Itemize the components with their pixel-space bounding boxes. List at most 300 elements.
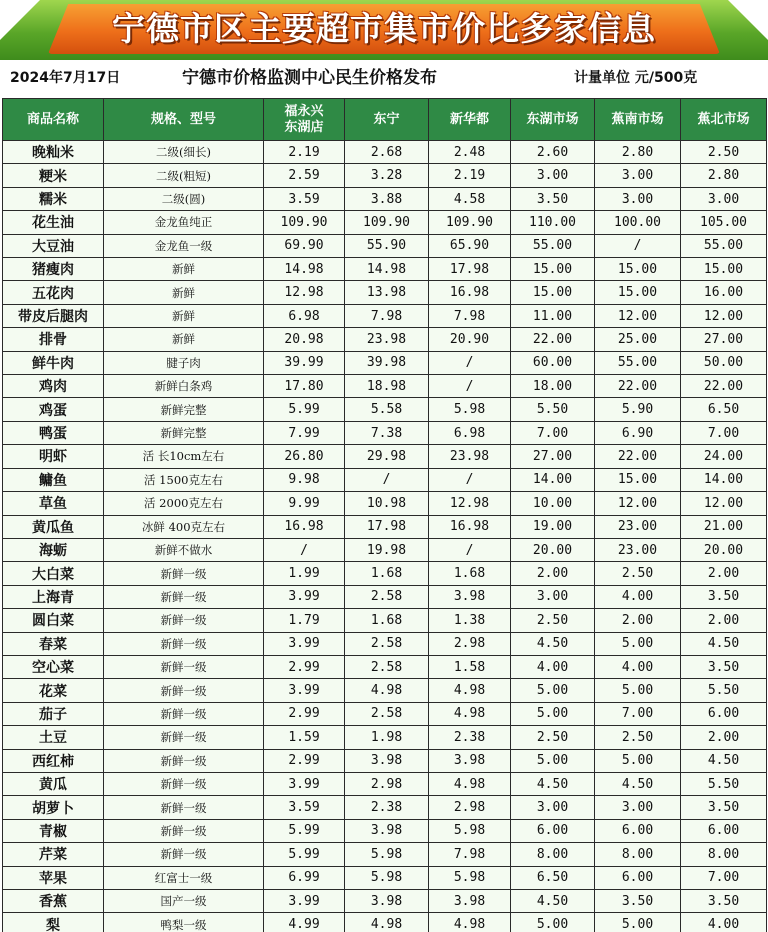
price-cell: 2.58 [345,585,429,608]
product-name-cell: 鸡蛋 [3,398,104,421]
table-row [3,632,767,655]
price-cell: 16.98 [429,515,511,538]
price-cell: 55.00 [681,234,767,257]
product-name-cell: 苹果 [3,866,104,889]
header-col-dongning: 东宁 [345,99,429,141]
price-cell: 109.90 [429,211,511,234]
spec-cell: 新鲜一级 [104,679,264,702]
price-cell: 26.80 [264,445,345,468]
price-cell: 2.99 [264,702,345,725]
price-cell: 7.98 [345,304,429,327]
header-col-jiaobei-market: 蕉北市场 [681,99,767,141]
price-cell: 2.58 [345,702,429,725]
price-cell: 10.00 [511,492,595,515]
price-cell: 60.00 [511,351,595,374]
price-cell: 15.00 [595,468,681,491]
price-cell: 6.50 [511,866,595,889]
table-row [3,164,767,187]
price-cell: 3.98 [345,890,429,913]
price-cell: 3.00 [595,187,681,210]
table-body [3,141,767,932]
price-cell: / [345,468,429,491]
price-cell: 5.98 [429,866,511,889]
price-cell: 6.00 [681,819,767,842]
spec-cell: 二级(粗短) [104,164,264,187]
price-cell: 4.50 [681,632,767,655]
price-cell: 12.00 [681,492,767,515]
table-row [3,772,767,795]
price-cell: 2.00 [595,609,681,632]
spec-cell: 新鲜一级 [104,585,264,608]
price-cell: 4.00 [595,655,681,678]
price-cell: 16.98 [429,281,511,304]
table-row [3,655,767,678]
price-cell: 17.98 [429,258,511,281]
table-row [3,585,767,608]
price-cell: 3.98 [345,749,429,772]
price-cell: / [429,351,511,374]
spec-cell: 新鲜 [104,281,264,304]
product-name-cell: 草鱼 [3,492,104,515]
price-cell: 6.50 [681,398,767,421]
spec-cell: 新鲜一级 [104,655,264,678]
price-cell: 5.58 [345,398,429,421]
subheader [0,60,768,96]
price-cell: 2.98 [429,796,511,819]
price-cell: 20.00 [511,538,595,561]
price-cell: 2.50 [595,726,681,749]
price-cell: 23.98 [345,328,429,351]
price-cell: 2.48 [429,141,511,164]
header-col-jiaonan-market: 蕉南市场 [595,99,681,141]
price-cell: 1.98 [345,726,429,749]
table-row [3,468,767,491]
price-cell: 14.00 [511,468,595,491]
spec-cell: 新鲜完整 [104,421,264,444]
price-cell: 7.98 [429,843,511,866]
price-cell: 5.98 [345,843,429,866]
price-cell: 39.99 [264,351,345,374]
table-row [3,258,767,281]
price-cell: 4.00 [595,585,681,608]
price-cell: 2.80 [595,141,681,164]
spec-cell: 国产一级 [104,890,264,913]
price-cell: 18.00 [511,375,595,398]
price-cell: 109.90 [264,211,345,234]
price-cell: 2.00 [681,562,767,585]
table-row [3,913,767,932]
table-row [3,211,767,234]
price-cell: 15.00 [595,258,681,281]
price-cell: 2.80 [681,164,767,187]
price-cell: 5.00 [511,702,595,725]
price-cell: 23.00 [595,515,681,538]
product-name-cell: 五花肉 [3,281,104,304]
header-col-spec: 规格、型号 [104,99,264,141]
price-cell: 5.50 [681,772,767,795]
price-cell: 4.00 [511,655,595,678]
table-row [3,562,767,585]
price-cell: 2.50 [681,141,767,164]
price-cell: 3.88 [345,187,429,210]
price-cell: 4.58 [429,187,511,210]
table-row [3,538,767,561]
product-name-cell: 海蛎 [3,538,104,561]
spec-cell: 活 长10cm左右 [104,445,264,468]
price-cell: 14.98 [345,258,429,281]
price-cell: 3.00 [595,164,681,187]
price-cell: 7.98 [429,304,511,327]
table-row [3,187,767,210]
price-cell: 22.00 [511,328,595,351]
price-cell: 5.00 [595,913,681,932]
price-cell: / [264,538,345,561]
product-name-cell: 黄瓜鱼 [3,515,104,538]
price-cell: 3.99 [264,890,345,913]
table-row [3,328,767,351]
price-cell: 4.98 [429,679,511,702]
spec-cell: 红富士一级 [104,866,264,889]
product-name-cell: 鳙鱼 [3,468,104,491]
price-cell: 2.99 [264,655,345,678]
product-name-cell: 胡萝卜 [3,796,104,819]
product-name-cell: 茄子 [3,702,104,725]
product-name-cell: 鲜牛肉 [3,351,104,374]
price-cell: 23.00 [595,538,681,561]
product-name-cell: 香蕉 [3,890,104,913]
price-cell: 3.99 [264,632,345,655]
product-name-cell: 芹菜 [3,843,104,866]
price-cell: 10.98 [345,492,429,515]
price-cell: 6.00 [595,819,681,842]
price-cell: 2.98 [429,632,511,655]
spec-cell: 二级(细长) [104,141,264,164]
price-cell: 27.00 [511,445,595,468]
price-cell: 12.98 [264,281,345,304]
price-cell: 39.98 [345,351,429,374]
price-cell: 9.98 [264,468,345,491]
header-col-product-name: 商品名称 [3,99,104,141]
product-name-cell: 春菜 [3,632,104,655]
price-cell: 5.00 [511,679,595,702]
price-cell: 3.50 [681,796,767,819]
table-row [3,304,767,327]
header-col-xinhuadu: 新华都 [429,99,511,141]
spec-cell: 腱子肉 [104,351,264,374]
price-cell: / [595,234,681,257]
spec-cell: 新鲜 [104,328,264,351]
spec-cell: 新鲜一级 [104,796,264,819]
price-cell: 4.50 [511,890,595,913]
spec-cell: 新鲜一级 [104,749,264,772]
price-cell: 1.68 [429,562,511,585]
price-cell: 4.98 [345,679,429,702]
product-name-cell: 大豆油 [3,234,104,257]
price-cell: 5.98 [429,819,511,842]
price-cell: 3.00 [511,585,595,608]
price-cell: 3.00 [681,187,767,210]
price-cell: 105.00 [681,211,767,234]
publish-date: 2024年7月17日 [10,70,121,86]
price-cell: 3.99 [264,679,345,702]
price-cell: 14.00 [681,468,767,491]
price-cell: 17.98 [345,515,429,538]
price-cell: 4.00 [681,913,767,932]
table-row [3,492,767,515]
product-name-cell: 空心菜 [3,655,104,678]
price-cell: 5.00 [595,632,681,655]
header-row [3,99,767,141]
spec-cell: 新鲜 [104,258,264,281]
table-row [3,445,767,468]
price-cell: 55.90 [345,234,429,257]
table-row [3,843,767,866]
price-cell: 11.00 [511,304,595,327]
price-cell: 3.50 [595,890,681,913]
price-table [2,98,767,932]
price-cell: 2.00 [681,609,767,632]
title-banner [0,0,768,60]
price-cell: 5.99 [264,819,345,842]
price-cell: 16.00 [681,281,767,304]
price-cell: 2.00 [511,562,595,585]
price-cell: 7.38 [345,421,429,444]
price-cell: 5.98 [345,866,429,889]
table-row [3,234,767,257]
price-cell: 20.90 [429,328,511,351]
price-cell: 1.38 [429,609,511,632]
product-name-cell: 黄瓜 [3,772,104,795]
price-cell: 7.00 [681,866,767,889]
price-cell: 1.68 [345,562,429,585]
price-cell: 7.00 [595,702,681,725]
price-cell: 3.28 [345,164,429,187]
table-row [3,890,767,913]
price-cell: 3.59 [264,187,345,210]
price-cell: 15.00 [595,281,681,304]
price-cell: 2.50 [595,562,681,585]
price-cell: 7.00 [681,421,767,444]
price-cell: 4.98 [345,913,429,932]
spec-cell: 新鲜一级 [104,843,264,866]
product-name-cell: 花菜 [3,679,104,702]
table-row [3,421,767,444]
price-cell: 25.00 [595,328,681,351]
price-cell: 3.00 [511,796,595,819]
spec-cell: 新鲜一级 [104,772,264,795]
table-row [3,866,767,889]
spec-cell: 活 2000克左右 [104,492,264,515]
price-cell: 3.98 [345,819,429,842]
price-cell: 3.98 [429,890,511,913]
product-name-cell: 大白菜 [3,562,104,585]
price-cell: 6.99 [264,866,345,889]
spec-cell: 新鲜一级 [104,819,264,842]
price-cell: 4.98 [429,772,511,795]
price-cell: 15.00 [511,258,595,281]
price-cell: 12.98 [429,492,511,515]
price-cell: 12.00 [681,304,767,327]
spec-cell: 新鲜一级 [104,609,264,632]
product-name-cell: 圆白菜 [3,609,104,632]
price-cell: 4.98 [429,913,511,932]
price-cell: 19.00 [511,515,595,538]
price-cell: 2.50 [511,609,595,632]
price-cell: 2.68 [345,141,429,164]
product-name-cell: 梨 [3,913,104,932]
table-row [3,702,767,725]
product-name-cell: 青椒 [3,819,104,842]
price-cell: 21.00 [681,515,767,538]
price-cell: 27.00 [681,328,767,351]
spec-cell: 冰鲜 400克左右 [104,515,264,538]
price-cell: 5.98 [429,398,511,421]
header-col-donghu-market: 东湖市场 [511,99,595,141]
price-cell: / [429,538,511,561]
price-cell: 4.50 [511,632,595,655]
price-cell: 5.99 [264,398,345,421]
price-cell: 3.50 [681,890,767,913]
product-name-cell: 土豆 [3,726,104,749]
price-cell: 2.59 [264,164,345,187]
spec-cell: 金龙鱼纯正 [104,211,264,234]
price-cell: 8.00 [595,843,681,866]
price-cell: 4.98 [429,702,511,725]
product-name-cell: 排骨 [3,328,104,351]
spec-cell: 二级(圆) [104,187,264,210]
product-name-cell: 上海青 [3,585,104,608]
price-cell: 3.98 [429,749,511,772]
table-row [3,515,767,538]
table-row [3,726,767,749]
price-cell: 1.59 [264,726,345,749]
table-row [3,749,767,772]
price-cell: 3.50 [511,187,595,210]
price-cell: 2.19 [264,141,345,164]
price-cell: 18.98 [345,375,429,398]
product-name-cell: 西红柿 [3,749,104,772]
price-cell: 2.60 [511,141,595,164]
price-cell: 5.50 [681,679,767,702]
price-cell: 6.98 [264,304,345,327]
price-cell: 4.50 [681,749,767,772]
price-cell: 5.00 [511,749,595,772]
price-cell: 6.98 [429,421,511,444]
price-cell: / [429,375,511,398]
price-cell: 55.00 [511,234,595,257]
product-name-cell: 花生油 [3,211,104,234]
product-name-cell: 明虾 [3,445,104,468]
price-cell: 4.50 [511,772,595,795]
price-cell: 5.50 [511,398,595,421]
product-name-cell: 糯米 [3,187,104,210]
price-cell: 100.00 [595,211,681,234]
price-cell: 6.90 [595,421,681,444]
price-cell: 2.99 [264,749,345,772]
publisher: 宁德市价格监测中心民生价格发布 [182,68,437,88]
product-name-cell: 猪瘦肉 [3,258,104,281]
price-cell: 109.90 [345,211,429,234]
spec-cell: 金龙鱼一级 [104,234,264,257]
price-cell: 1.99 [264,562,345,585]
price-cell: 6.00 [595,866,681,889]
price-cell: 5.00 [595,749,681,772]
price-cell: 5.99 [264,843,345,866]
price-cell: 24.00 [681,445,767,468]
price-cell: 12.00 [595,304,681,327]
page-title: 宁德市区主要超市集市价比多家信息 [112,9,656,48]
price-cell: 3.59 [264,796,345,819]
price-cell: 8.00 [511,843,595,866]
price-cell: 3.99 [264,772,345,795]
price-cell: 3.00 [511,164,595,187]
unit-note: 计量单位 元/500克 [574,70,698,86]
price-cell: 5.00 [595,679,681,702]
price-cell: 2.58 [345,655,429,678]
price-cell: 50.00 [681,351,767,374]
table-row [3,141,767,164]
price-cell: 3.00 [595,796,681,819]
price-cell: 5.90 [595,398,681,421]
price-cell: 12.00 [595,492,681,515]
price-cell: 2.98 [345,772,429,795]
table-row [3,375,767,398]
table-row [3,679,767,702]
price-cell: 20.00 [681,538,767,561]
price-cell: 55.00 [595,351,681,374]
price-cell: 3.98 [429,585,511,608]
spec-cell: 新鲜一级 [104,702,264,725]
table-row [3,819,767,842]
table-row [3,796,767,819]
product-name-cell: 鸭蛋 [3,421,104,444]
price-cell: 16.98 [264,515,345,538]
price-cell: 3.50 [681,585,767,608]
spec-cell: 活 1500克左右 [104,468,264,491]
price-cell: 4.99 [264,913,345,932]
price-cell: 15.00 [681,258,767,281]
price-cell: 14.98 [264,258,345,281]
header-col-fuyongxing-donghu: 福永兴 东湖店 [264,99,345,141]
price-cell: 22.00 [595,375,681,398]
table-row [3,609,767,632]
price-cell: 1.58 [429,655,511,678]
price-cell: 19.98 [345,538,429,561]
product-name-cell: 带皮后腿肉 [3,304,104,327]
price-cell: 6.00 [681,702,767,725]
price-cell: 4.50 [595,772,681,795]
table-row [3,281,767,304]
price-cell: 8.00 [681,843,767,866]
spec-cell: 新鲜 [104,304,264,327]
price-cell: 6.00 [511,819,595,842]
price-cell: 3.99 [264,585,345,608]
spec-cell: 鸭梨一级 [104,913,264,932]
price-cell: 23.98 [429,445,511,468]
price-cell: 1.68 [345,609,429,632]
price-cell: 22.00 [595,445,681,468]
price-cell: 3.50 [681,655,767,678]
table-row [3,398,767,421]
product-name-cell: 粳米 [3,164,104,187]
price-cell: 13.98 [345,281,429,304]
spec-cell: 新鲜完整 [104,398,264,421]
price-cell: 22.00 [681,375,767,398]
spec-cell: 新鲜白条鸡 [104,375,264,398]
price-cell: 15.00 [511,281,595,304]
price-cell: 7.99 [264,421,345,444]
price-cell: 2.38 [429,726,511,749]
